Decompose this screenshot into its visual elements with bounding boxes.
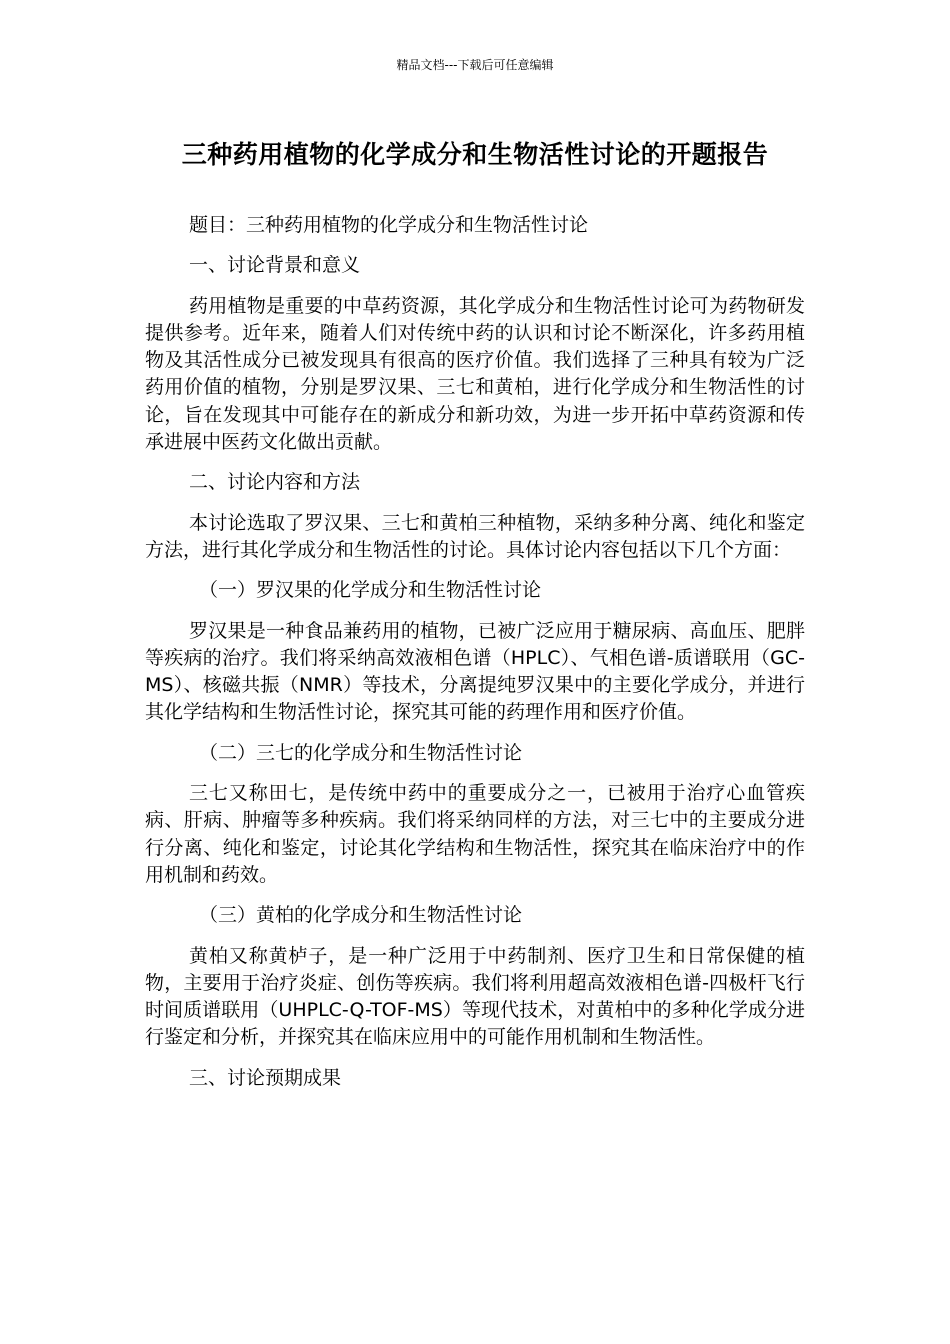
section-heading-background: 一、讨论背景和意义 <box>189 254 361 277</box>
subsection-heading-sanqi: （二）三七的化学成分和生物活性讨论 <box>199 741 523 764</box>
page-header: 精品文档---下载后可任意编辑 <box>396 58 554 72</box>
paragraph-background: 药用植物是重要的中草药资源，其化学成分和生物活性讨论可为药物研发提供参考。近年来，随着人们对传统中药的认识和讨论不断深化，许多药用植物及其活性成分已被发现具有很高的医疗价值。我们选择了三种具有较为广泛药用价值的植物，分别是罗汉果、三七和黄柏，进行化学成分和生物活性的讨论，旨在发现其中可能存在的新成分和新功效，为进一步开拓中草药资源和传承进展中医药文化做出贡献。 <box>145 294 805 454</box>
subsection-heading-luohanguo: （一）罗汉果的化学成分和生物活性讨论 <box>199 579 542 602</box>
paragraph-huangbai: 黄柏又称黄栌子，是一种广泛用于中药制剂、医疗卫生和日常保健的植物，主要用于治疗炎症、创伤等疾病。我们将利用超高效液相色谱-四极杆飞行时间质谱联用（UHPLC-Q-TOF-MS）等现代技术，对黄柏中的多种化学成分进行鉴定和分析，并探究其在临床应用中的可能作用机制和生物活性。 <box>145 944 805 1049</box>
document-body <box>145 212 805 1105</box>
section-heading-expected-results: 三、讨论预期成果 <box>189 1066 342 1089</box>
subsection-heading-huangbai: （三）黄柏的化学成分和生物活性讨论 <box>199 904 523 927</box>
paragraph-content-methods: 本讨论选取了罗汉果、三七和黄柏三种植物，采纳多种分离、纯化和鉴定方法，进行其化学成分和生物活性的讨论。具体讨论内容包括以下几个方面： <box>145 511 805 561</box>
document-title: 三种药用植物的化学成分和生物活性讨论的开题报告 <box>181 140 769 169</box>
paragraph-sanqi: 三七又称田七，是传统中药中的重要成分之一，已被用于治疗心血管疾病、肝病、肿瘤等多种疾病。我们将采纳同样的方法，对三七中的主要成分进行分离、纯化和鉴定，讨论其化学结构和生物活性，探究其在临床治疗中的作用机制和药效。 <box>145 782 805 886</box>
section-heading-content-methods: 二、讨论内容和方法 <box>189 471 361 494</box>
topic-line: 题目：三种药用植物的化学成分和生物活性讨论 <box>189 214 589 236</box>
paragraph-luohanguo: 罗汉果是一种食品兼药用的植物，已被广泛应用于糖尿病、高血压、肥胖等疾病的治疗。我们将采纳高效液相色谱（HPLC）、气相色谱-质谱联用（GC-MS）、核磁共振（NMR）等技术，分离提纯罗汉果中的主要化学成分，并进行其化学结构和生物活性讨论，探究其可能的药理作用和医疗价值。 <box>145 619 805 724</box>
